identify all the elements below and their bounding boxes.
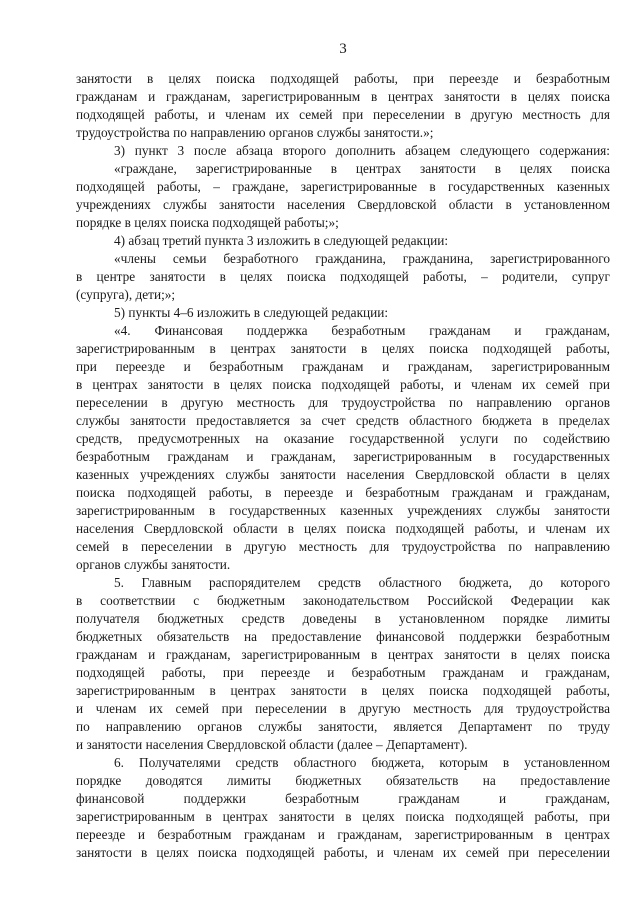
text-line: зарегистрированным в центрах занятости в целях поиска подходящей работы, [76,341,610,356]
text-line: переезде и безработным гражданам и гражданам, зарегистрированным в центрах [76,827,610,842]
text-line: 3) пункт 3 после абзаца второго дополнить абзацем следующего содержания: [114,143,610,158]
text-line: в центре занятости в целях поиска подходящей работы, – родители, супруг [76,269,610,284]
text-line: получателя бюджетных средств доведены в установленном порядке лимиты [76,611,610,626]
text-line: переселении в другую местность для трудоустройства по направлению органов [76,395,610,410]
text-line: службы занятости предоставляется за счет средств областного бюджета в пределах [76,413,610,428]
text-line: занятости в целях поиска подходящей работы, при переезде и безработным [76,71,610,86]
text-line: 6. Получателями средств областного бюджета, которым в установленном [114,755,610,770]
text-line: учреждениях службы занятости населения Свердловской области в установленном [76,197,610,212]
text-line: «члены семьи безработного гражданина, гражданина, зарегистрированного [114,251,610,266]
document-body [76,70,610,862]
text-line: семей в переселении в другую местность для трудоустройства по направлению [76,539,610,554]
page-number: 3 [339,41,347,57]
text-line: порядке доводятся лимиты бюджетных обязательств на предоставление [76,773,610,788]
text-line: занятости в целях поиска подходящей работы, и членам их семей при переселении [76,845,610,860]
text-line: гражданам и гражданам, зарегистрированным в центрах занятости в целях поиска [76,647,610,662]
text-line: подходящей работы, и членам их семей при переселении в другую местность для [76,107,610,122]
text-line: по направлению органов службы занятости, является Департамент по труду [76,719,610,734]
text-line: «граждане, зарегистрированные в центрах занятости в целях поиска [114,161,610,176]
text-line: трудоустройства по направлению органов службы занятости.»; [76,125,434,140]
text-line: населения Свердловской области в целях поиска подходящей работы, и членам их [76,521,610,536]
text-line: поиска подходящей работы, в переезде и безработным гражданам и гражданам, [76,485,610,500]
text-line: в центрах занятости в целях поиска подходящей работы, и членам их семей при [76,377,610,392]
text-line: 5. Главным распорядителем средств областного бюджета, до которого [114,575,610,590]
text-line: органов службы занятости. [76,557,231,572]
text-line: средств, предусмотренных на оказание государственной услуги по содействию [76,431,610,446]
text-line: и членам их семей при переселении в другую местность для трудоустройства [76,701,610,716]
document-page [76,40,610,862]
text-line: (супруга), дети;»; [76,287,176,302]
text-line: в соответствии с бюджетным законодательством Российской Федерации как [76,593,610,608]
text-line: «4. Финансовая поддержка безработным гражданам и гражданам, [114,323,610,338]
text-line: 4) абзац третий пункта 3 изложить в следующей редакции: [114,233,449,248]
text-line: 5) пункты 4–6 изложить в следующей редакции: [114,305,389,320]
text-line: и занятости населения Свердловской области (далее – Департамент). [76,737,468,752]
text-line: финансовой поддержки безработным гражданам и гражданам, [76,791,610,806]
text-line: подходящей работы, при переезде и безработным гражданам и гражданам, [76,665,610,680]
text-line: подходящей работы, – граждане, зарегистрированные в государственных казенных [76,179,610,194]
text-line: зарегистрированным в центрах занятости в целях поиска подходящей работы, [76,683,610,698]
text-line: при переезде и безработным гражданам и гражданам, зарегистрированным [76,359,610,374]
text-line: зарегистрированным в государственных казенных учреждениях службы занятости [76,503,610,518]
text-line: бюджетных обязательств на предоставление финансовой поддержки безработным [76,629,610,644]
text-line: порядке в целях поиска подходящей работы;»; [76,215,339,230]
text-line: безработным гражданам и гражданам, зарегистрированным в государственных [76,449,610,464]
text-line: казенных учреждениях службы занятости населения Свердловской области в целях [76,467,610,482]
text-line: гражданам и гражданам, зарегистрированным в центрах занятости в целях поиска [76,89,610,104]
text-line: зарегистрированным в центрах занятости в целях поиска подходящей работы, при [76,809,610,824]
